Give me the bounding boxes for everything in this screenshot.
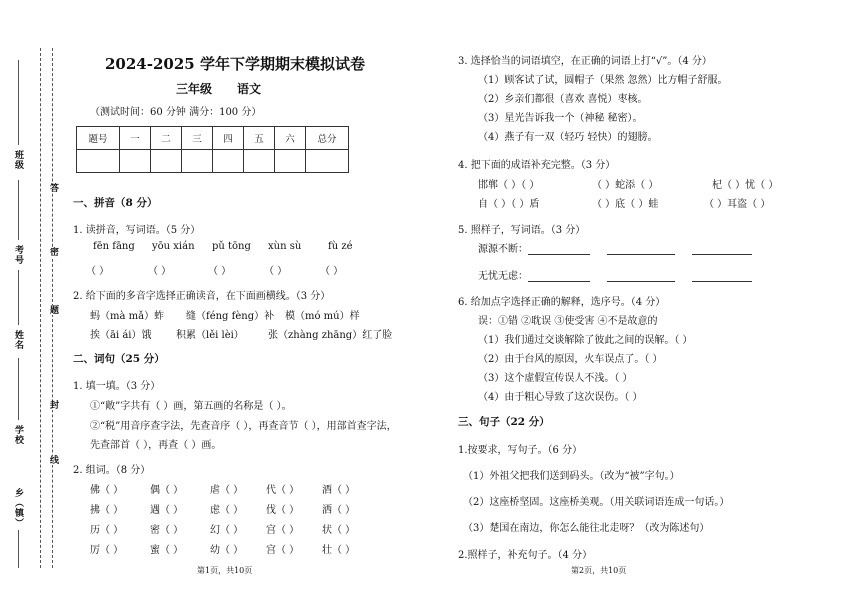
question-3-line: ①“敞”字共有（ ）画，第五画的名称是（ ）。 xyxy=(90,401,292,412)
word-group-item: 伐（ ） xyxy=(266,505,300,516)
word-group-item: 厉（ ） xyxy=(90,545,124,556)
idiom-item: 自（ ）（ ）盾 xyxy=(478,199,540,210)
answer-paren[interactable]: （ ） xyxy=(86,266,110,277)
question-5-item: （3）星光告诉我一个（神秘 秘密）。 xyxy=(478,113,643,124)
idiom-item: （ ）底（ ）蛙 xyxy=(592,199,659,210)
word-group-item: 拂（ ） xyxy=(90,505,124,516)
word-group-item: 壮（ ） xyxy=(322,545,356,556)
idiom-item: 杞（ ）忧（ ） xyxy=(712,180,779,191)
exam-subject: 语文 xyxy=(237,82,262,96)
question-3: 1. 填一填。（3 分） xyxy=(73,381,161,392)
score-header-cell: 二 xyxy=(151,127,182,150)
word-group-item: 幼（ ） xyxy=(210,545,244,556)
word-group-item: 代（ ） xyxy=(266,485,300,496)
score-cell[interactable] xyxy=(275,150,306,173)
score-header-cell: 三 xyxy=(182,127,213,150)
word-group-item: 虑（ ） xyxy=(210,505,244,516)
page-footer-right: 第2页，共10页 xyxy=(571,566,627,575)
cut-mark: 密 xyxy=(48,247,58,257)
cut-mark: 答 xyxy=(48,183,58,193)
question-9-item: （2）这座桥坚固。这座桥美观。（用关联词语连成一句话。） xyxy=(463,497,730,508)
score-header-cell: 总分 xyxy=(306,127,349,150)
binding-label-town: 乡（镇） xyxy=(13,488,23,528)
score-cell[interactable] xyxy=(306,150,349,173)
question-10: 2.照样子，补充句子。（4 分） xyxy=(458,550,593,561)
word-group-item: 宫（ ） xyxy=(266,525,300,536)
word-group-item: 虐（ ） xyxy=(210,485,244,496)
question-7-example: 无忧无虑： xyxy=(478,271,528,282)
answer-blank[interactable] xyxy=(607,244,675,255)
question-7-line xyxy=(478,240,752,255)
question-7-example: 源源不断： xyxy=(478,244,528,255)
question-7: 5. 照样子，写词语。（3 分） xyxy=(458,225,586,236)
score-table xyxy=(76,126,349,173)
answer-blank[interactable] xyxy=(692,244,752,255)
idiom-item: 邯郸（ ）（ ） xyxy=(478,180,540,191)
question-4: 2. 组词。（8 分） xyxy=(73,465,151,476)
binding-fill-line-name xyxy=(18,270,19,325)
score-table-entry-row xyxy=(77,150,349,173)
word-group-item: 偶（ ） xyxy=(150,485,184,496)
word-group-item: 洒（ ） xyxy=(322,505,356,516)
polyphone-item: 积累（lěi lèi） xyxy=(176,330,244,341)
question-7-line xyxy=(478,267,752,282)
word-group-item: 历（ ） xyxy=(90,525,124,536)
word-group-item: 宫（ ） xyxy=(266,545,300,556)
binding-label-name: 姓名 xyxy=(13,330,23,350)
score-header-cell: 题号 xyxy=(77,127,120,150)
binding-fill-line-school xyxy=(18,358,19,420)
section-sentences: 三、句子（22 分） xyxy=(458,416,550,428)
score-cell[interactable] xyxy=(213,150,244,173)
score-header-cell: 四 xyxy=(213,127,244,150)
answer-paren[interactable]: （ ） xyxy=(148,266,172,277)
question-5-item: （2）乡亲们都很（喜欢 喜悦）枣核。 xyxy=(478,94,648,105)
score-header-cell: 一 xyxy=(120,127,151,150)
question-1: 1. 读拼音，写词语。（5 分） xyxy=(73,225,201,236)
word-group-item: 遇（ ） xyxy=(150,505,184,516)
word-group-item: 状（ ） xyxy=(322,525,356,536)
answer-blank[interactable] xyxy=(607,271,675,282)
score-table-header-row xyxy=(77,127,349,150)
question-9: 1.按要求，写句子。（6 分） xyxy=(458,445,583,456)
answer-paren[interactable]: （ ） xyxy=(264,266,288,277)
polyphone-item: 蚂（mà mǎ）蚱 xyxy=(90,311,165,322)
polyphone-item: 模（mó mú）样 xyxy=(285,311,360,322)
question-3-line: 先查部首（ ），再查（ ）画。 xyxy=(90,440,222,451)
section-words: 二、词句（25 分） xyxy=(73,353,165,365)
score-header-cell: 五 xyxy=(244,127,275,150)
exam-grade: 三年级 xyxy=(176,82,213,96)
page-footer-left: 第1页，共10页 xyxy=(197,566,253,575)
answer-paren[interactable]: （ ） xyxy=(208,266,232,277)
polyphone-item: 张（zhàng zhāng）红了脸 xyxy=(268,330,393,341)
idiom-item: （ ）蛇添（ ） xyxy=(592,180,659,191)
question-5: 3. 选择恰当的词语填空，在正确的词语上打“√”。（4 分） xyxy=(458,56,712,67)
cut-mark: 封 xyxy=(48,400,58,410)
word-group-item: 蜜（ ） xyxy=(150,545,184,556)
exam-info: （测试时间：60 分钟 满分：100 分） xyxy=(90,107,262,118)
word-group-item: 密（ ） xyxy=(150,525,184,536)
word-group-item: 幻（ ） xyxy=(210,525,244,536)
pinyin: xùn sù xyxy=(268,241,302,252)
question-5-item: （1）顾客试了试，圆帽子（果然 忽然）比方帽子舒服。 xyxy=(478,75,728,86)
score-cell[interactable] xyxy=(151,150,182,173)
pinyin: fù zé xyxy=(328,241,353,252)
binding-label-exam-no: 考号 xyxy=(13,245,23,265)
question-9-item: （1）外祖父把我们送到码头。（改为“被”字句。） xyxy=(463,471,680,482)
binding-label-school: 学校 xyxy=(13,425,23,445)
answer-blank[interactable] xyxy=(692,271,752,282)
section-pinyin: 一、拼音（8 分） xyxy=(73,197,158,209)
question-8-item: （2）由于台风的原因，火车误点了。（ ） xyxy=(478,354,663,365)
question-3-line: ②“税”用音序查字法，先查音序（ ），再查音节（ ），用部首查字法， xyxy=(90,421,397,432)
question-8-item: （3）这个虚假宣传误人不浅。（ ） xyxy=(478,373,633,384)
question-5-item: （4）燕子有一双（轻巧 轻快）的翅膀。 xyxy=(478,132,658,143)
score-cell[interactable] xyxy=(182,150,213,173)
binding-fill-line-class xyxy=(18,60,19,145)
score-cell[interactable] xyxy=(77,150,120,173)
answer-blank[interactable] xyxy=(528,271,590,282)
binding-dashed-line xyxy=(40,48,41,568)
cut-mark: 线 xyxy=(48,455,58,465)
binding-fill-line-exam xyxy=(18,180,19,240)
question-6: 4. 把下面的成语补充完整。（3 分） xyxy=(458,160,616,171)
score-header-cell: 六 xyxy=(275,127,306,150)
polyphone-item: 缝（féng fèng）补 xyxy=(186,311,275,322)
answer-blank[interactable] xyxy=(528,244,590,255)
pinyin: yōu xián xyxy=(152,241,195,252)
pinyin: pǔ tōng xyxy=(212,241,251,252)
question-9-item: （3）楚国在南边，你怎么能往北走呀？（改为陈述句） xyxy=(463,523,710,534)
question-8-options: 误：①错 ②耽误 ③使受害 ④不是故意的 xyxy=(478,316,658,327)
question-8-item: （4）由于粗心导致了这次误伤。（ ） xyxy=(478,392,643,403)
binding-label-class: 班级 xyxy=(13,150,23,170)
question-8: 6. 给加点字选择正确的解释，选序号。（4 分） xyxy=(458,297,666,308)
question-2: 2. 给下面的多音字选择正确读音，在下面画横线。（3 分） xyxy=(73,291,331,302)
binding-fill-line-town xyxy=(18,530,19,568)
idiom-item: （ ）耳盗（ ） xyxy=(704,199,771,210)
score-cell[interactable] xyxy=(244,150,275,173)
question-8-item: （1）我们通过交谈解除了彼此之间的误解。（ ） xyxy=(478,335,693,346)
pinyin: fēn fāng xyxy=(93,241,135,252)
word-group-item: 佛（ ） xyxy=(90,485,124,496)
cut-mark: 题 xyxy=(48,305,58,315)
word-group-item: 酒（ ） xyxy=(322,485,356,496)
score-cell[interactable] xyxy=(120,150,151,173)
polyphone-item: 挨（āi ái）饿 xyxy=(90,330,152,341)
answer-paren[interactable]: （ ） xyxy=(320,266,344,277)
exam-title: 2024-2025 学年下学期期末模拟试卷 xyxy=(105,55,365,73)
